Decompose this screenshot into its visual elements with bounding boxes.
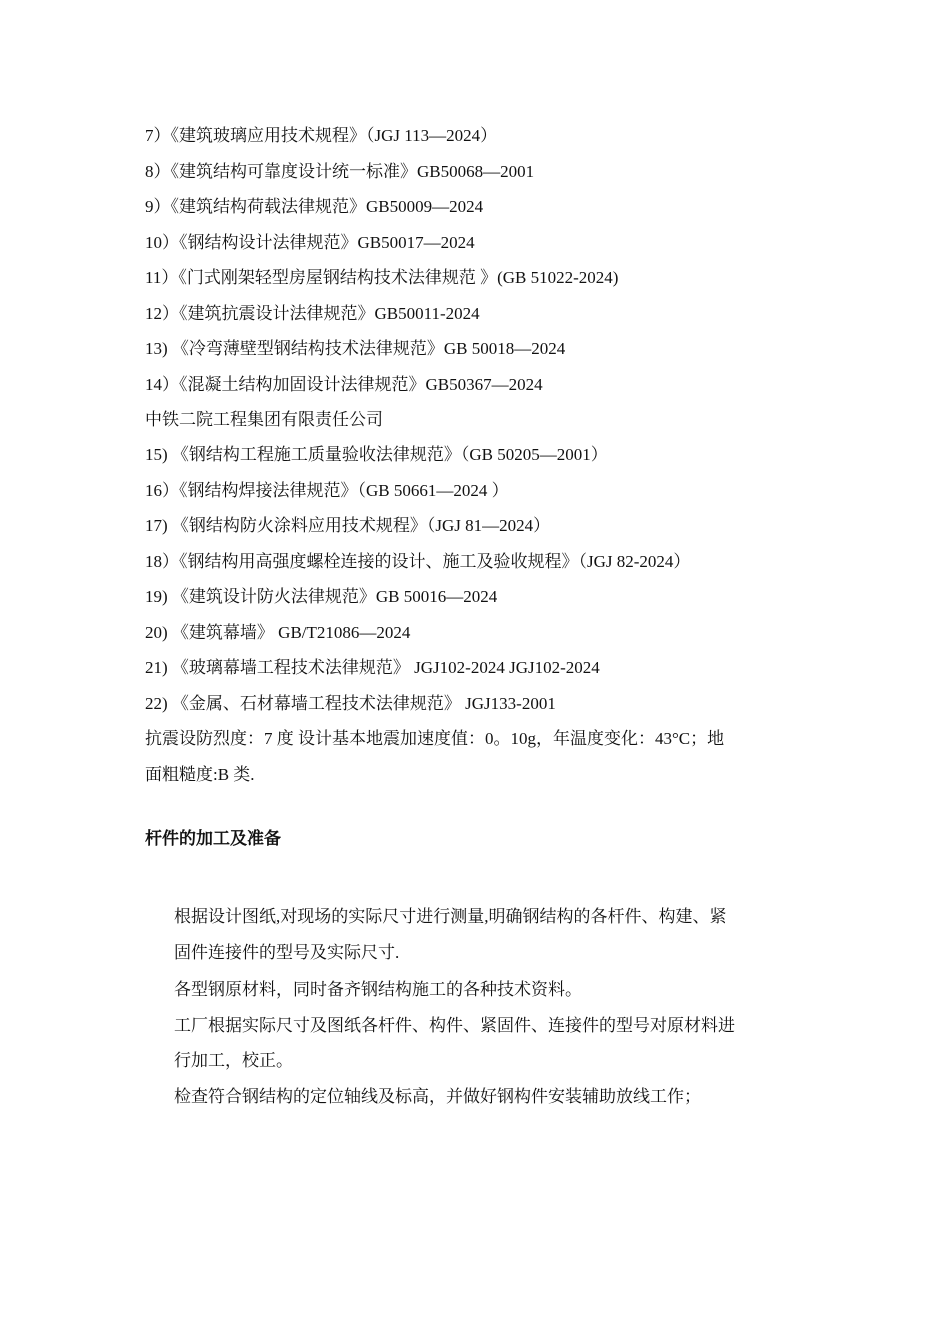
paragraph-line: 行加工，校正。 xyxy=(174,1051,293,1070)
standard-item: 15) 《钢结构工程施工质量验收法律规范》（GB 50205—2001） xyxy=(145,445,608,464)
seismic-info-line: 抗震设防烈度：7 度 设计基本地震加速度值：0。10g，年温度变化：43°C；地 xyxy=(145,729,725,748)
standard-item: 16）《钢结构焊接法律规范》（GB 50661—2024 ） xyxy=(145,481,509,500)
paragraph-line: 工厂根据实际尺寸及图纸各杆件、构件、紧固件、连接件的型号对原材料进 xyxy=(174,1016,735,1035)
standard-item: 14）《混凝土结构加固设计法律规范》GB50367—2024 xyxy=(145,375,543,394)
standard-item: 12）《建筑抗震设计法律规范》GB50011-2024 xyxy=(145,304,480,323)
standard-item: 9）《建筑结构荷载法律规范》GB50009—2024 xyxy=(145,197,484,216)
standard-item: 8）《建筑结构可靠度设计统一标准》GB50068—2001 xyxy=(145,162,535,181)
standard-item: 13) 《冷弯薄壁型钢结构技术法律规范》GB 50018—2024 xyxy=(145,339,566,358)
standard-item: 10）《钢结构设计法律规范》GB50017—2024 xyxy=(145,233,475,252)
standard-item: 20) 《建筑幕墙》 GB/T21086—2024 xyxy=(145,623,411,642)
paragraph-line: 各型钢原材料，同时备齐钢结构施工的各种技术资料。 xyxy=(174,980,582,999)
standard-item: 21) 《玻璃幕墙工程技术法律规范》 JGJ102-2024 JGJ102-2024 xyxy=(145,658,600,677)
standard-item: 17) 《钢结构防火涂料应用技术规程》（JGJ 81—2024） xyxy=(145,516,551,535)
standard-item: 7）《建筑玻璃应用技术规程》（JGJ 113—2024） xyxy=(145,126,498,145)
standard-item: 11）《门式刚架轻型房屋钢结构技术法律规范 》(GB 51022-2024) xyxy=(145,268,619,287)
paragraph-line: 根据设计图纸,对现场的实际尺寸进行测量,明确钢结构的各杆件、构建、紧 xyxy=(174,907,727,926)
section-heading: 杆件的加工及准备 xyxy=(145,829,281,848)
standard-item: 19) 《建筑设计防火法律规范》GB 50016—2024 xyxy=(145,587,498,606)
standard-item: 18）《钢结构用高强度螺栓连接的设计、施工及验收规程》（JGJ 82-2024） xyxy=(145,552,691,571)
seismic-info-line: 面粗糙度:B 类. xyxy=(145,765,255,784)
paragraph-line: 固件连接件的型号及实际尺寸. xyxy=(174,943,400,962)
company-name: 中铁二院工程集团有限责任公司 xyxy=(145,410,383,429)
standard-item: 22) 《金属、石材幕墙工程技术法律规范》 JGJ133-2001 xyxy=(145,694,556,713)
paragraph-line: 检查符合钢结构的定位轴线及标高，并做好钢构件安装辅助放线工作； xyxy=(174,1087,701,1106)
